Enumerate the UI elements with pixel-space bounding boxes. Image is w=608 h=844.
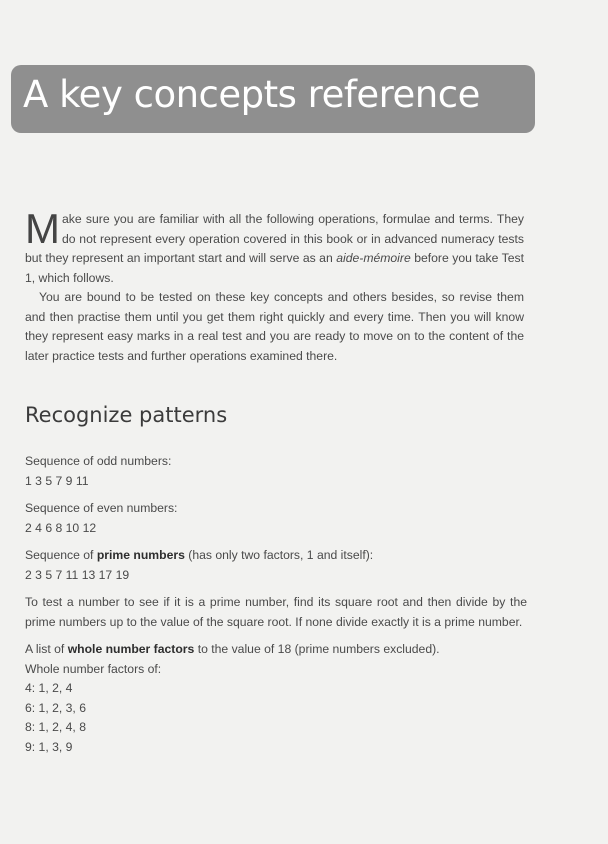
factor-item: 9: 1, 3, 9: [25, 739, 73, 754]
factor-item: 6: 1, 2, 3, 6: [25, 700, 86, 715]
section-content: [25, 452, 527, 765]
intro-paragraph-1: [25, 205, 524, 288]
intro-p1-end: before you take Test 1, which follows.: [25, 251, 524, 285]
section-title: Recognize patterns: [25, 403, 228, 427]
prime-test-paragraph: To test a number to see if it is a prime number, find its square root and then divide by the prime numbers up to the value of the square root. If none divide exactly it is a prime number.: [25, 595, 527, 629]
factors-intro: [25, 640, 527, 660]
factors-section: [25, 640, 527, 757]
even-values: 2 4 6 8 10 12: [25, 520, 97, 535]
prime-label: [25, 546, 527, 566]
drop-cap: M: [25, 205, 60, 252]
prime-label-bold: prime numbers: [96, 548, 185, 562]
intro-p1-italic: aide-mémoire: [336, 251, 411, 265]
even-sequence: [25, 499, 527, 538]
prime-sequence: [25, 546, 527, 585]
odd-values: 1 3 5 7 9 11: [25, 473, 89, 488]
factors-intro-bold: whole number factors: [67, 642, 195, 656]
factor-item: 4: 1, 2, 4: [25, 681, 73, 695]
prime-label-post: (has only two factors, 1 and itself):: [184, 548, 374, 562]
factors-intro-post: to the value of 18 (prime numbers excluded).: [194, 642, 440, 656]
prime-label-pre: Sequence of: [25, 548, 97, 562]
chapter-title: A key concepts reference: [23, 73, 480, 116]
intro-paragraph-2: You are bound to be tested on these key concepts and others besides, so revise them and then practise them until you get them right quickly and every time. Then you will know they represent easy marks in a real test and you are ready to move on to the content of the later practice tests and further operations examined there.: [25, 290, 524, 363]
prime-values: 2 3 5 7 11 13 17 19: [25, 567, 130, 582]
even-label: Sequence of even numbers:: [25, 501, 178, 515]
intro-p1-text: ake sure you are familiar with all the following operations, formulae and terms. They do not represent every operation covered in this book or in advanced numeracy tests but they represent an important start and will serve as an: [25, 212, 524, 265]
factors-heading: Whole number factors of:: [25, 661, 162, 676]
factors-intro-pre: A list of: [25, 642, 68, 656]
odd-sequence: [25, 452, 527, 491]
factor-item: 8: 1, 2, 4, 8: [25, 720, 86, 734]
intro-text: [25, 205, 524, 366]
chapter-banner: [11, 65, 535, 133]
odd-label: Sequence of odd numbers:: [25, 454, 172, 468]
